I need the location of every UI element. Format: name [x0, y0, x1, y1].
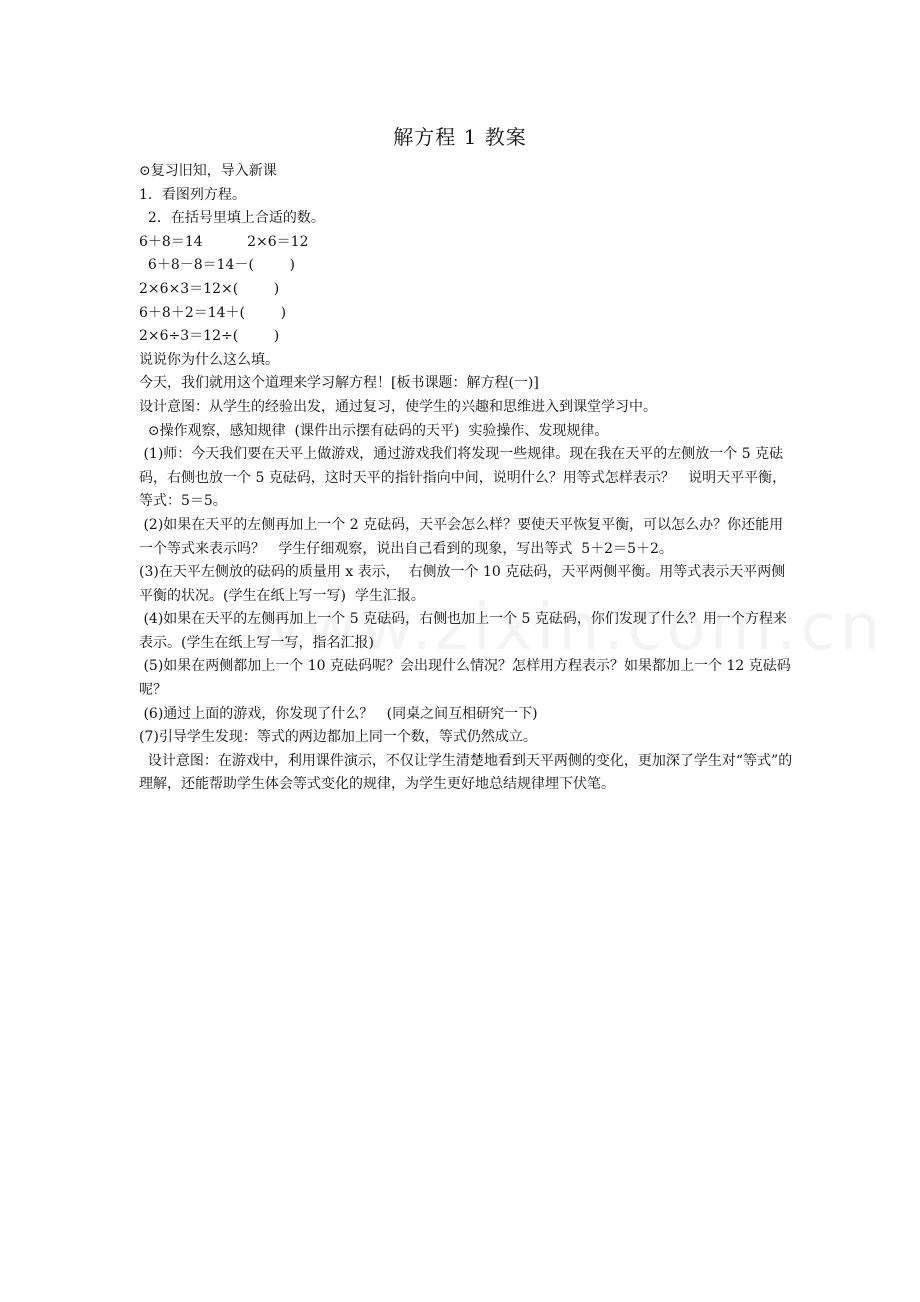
paragraph: 1．看图列方程。 — [139, 186, 246, 203]
design-intent: 设计意图：从学生的经验出发，通过复习，使学生的兴趣和思维进入到课堂学习中。 — [139, 398, 657, 415]
paragraph: (7)引导学生发现：等式的两边都加上同一个数，等式仍然成立。 — [139, 729, 537, 746]
paragraph: (3)在天平左侧放的砝码的质量用 x 表示， 右侧放一个 10 克砝码，天平两侧平衡。用等式表示天平两侧平衡的状况。(学生在纸上写一写) 学生汇报。 — [139, 564, 786, 604]
section-heading-review: ⊙复习旧知，导入新课 — [139, 163, 277, 179]
equation-line: 6＋8－8＝14－( ) — [139, 257, 295, 274]
paragraph: (2)如果在天平的左侧再加上一个 2 克砝码，天平会怎么样？要使天平恢复平衡，可以怎么办？你还能用一个等式来表示吗？ 学生仔细观察，说出自己看到的现象，写出等式 5＋2＝5＋2。 — [139, 516, 784, 557]
paragraph: 说说你为什么这么填。 — [139, 351, 279, 368]
paragraph: (5)如果在两侧都加上一个 10 克砝码呢？会出现什么情况？怎样用方程表示？如果都加上一个 12 克砝码呢？ — [139, 658, 791, 699]
equation-line: 6＋8＝14 2×6＝12 — [139, 233, 309, 250]
document-body — [139, 160, 794, 797]
paragraph: 2．在括号里填上合适的数。 — [139, 210, 325, 227]
section-heading-observe: ⊙操作观察，感知规律 (课件出示摆有砝码的天平) 实验操作、发现规律。 — [139, 422, 609, 439]
equation-line: 2×6÷3＝12÷( ) — [139, 328, 280, 345]
paragraph: (1)师：今天我们要在天平上做游戏，通过游戏我们将发现一些规律。现在我在天平的左侧放一个 5 克砝码，右侧也放一个 5 克砝码，这时天平的指针指向中间，说明什么？用等式怎样表示？ 说明天平平衡，等式：5＝5。 — [139, 446, 787, 510]
paragraph: (6)通过上面的游戏，你发现了什么？ (同桌之间互相研究一下) — [139, 705, 538, 722]
paragraph: (4)如果在天平的左侧再加上一个 5 克砝码，右侧也加上一个 5 克砝码，你们发现了什么？用一个方程来表示。(学生在纸上写一写，指名汇报) — [139, 611, 787, 651]
equation-line: 6＋8＋2＝14＋( ) — [139, 304, 287, 321]
equation-line: 2×6×3＝12×( ) — [139, 280, 280, 297]
document-title: 解方程 1 教案 — [393, 125, 527, 149]
paragraph: 今天，我们就用这个道理来学习解方程！[板书课题：解方程(一)] — [139, 375, 539, 392]
design-intent: 设计意图：在游戏中，利用课件演示，不仅让学生清楚地看到天平两侧的变化，更加深了学生对“等式”的理解，还能帮助学生体会等式变化的规律，为学生更好地总结规律埋下伏笔。 — [139, 752, 793, 793]
